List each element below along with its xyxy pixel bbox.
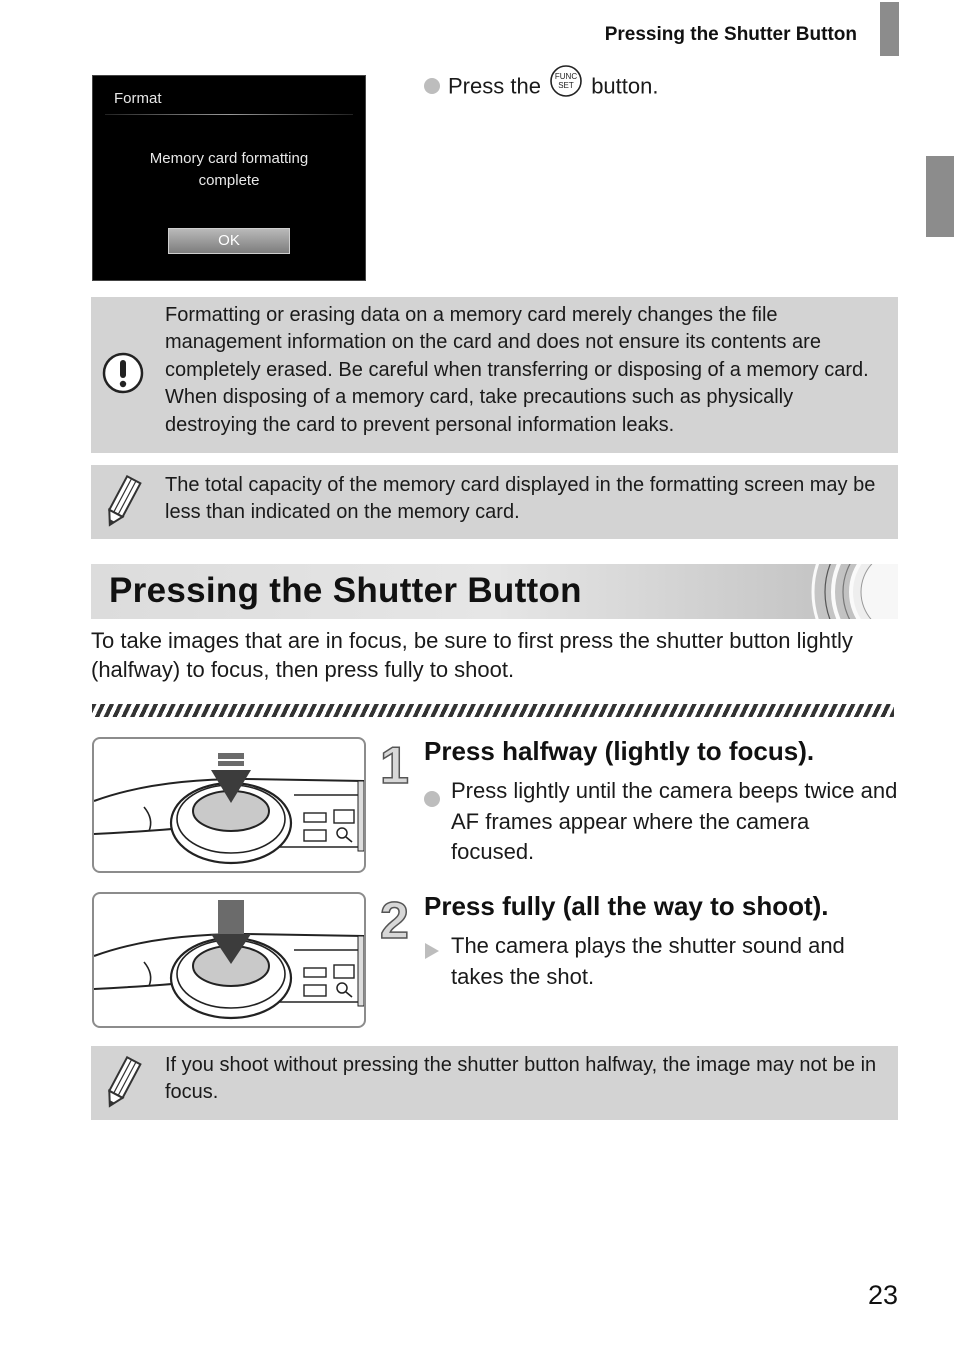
step-1-text: Press lightly until the camera beeps twice and AF frames appear where the camera focused. (451, 778, 898, 864)
header-tab (880, 2, 899, 56)
press-after: button. (591, 73, 659, 99)
shutter-fully-illustration (92, 892, 366, 1028)
section-intro: To take images that are in focus, be sure to first press the shutter button lightly (halfway) to focus, then press fully to shoot. (91, 628, 853, 682)
exclamation-icon (101, 351, 145, 403)
step-2-body (424, 931, 898, 992)
chapter-side-tab (926, 156, 954, 237)
shutter-halfway-illustration (92, 737, 366, 873)
lcd-message (93, 148, 365, 192)
pencil-icon (101, 1056, 143, 1120)
step-number-1: 1 (380, 737, 409, 795)
hatched-divider (92, 704, 894, 717)
memo-note-capacity (91, 465, 898, 539)
func-set-button-icon (549, 64, 583, 107)
caution-note (91, 297, 898, 453)
lcd-message-line2: complete (198, 172, 260, 189)
press-func-instruction (424, 66, 658, 109)
memo-note-focus (91, 1046, 898, 1120)
memo-capacity-text: The total capacity of the memory card displayed in the formatting screen may be less than indicated on the memory card. (165, 474, 876, 524)
lcd-message-line1: Memory card formatting (149, 150, 309, 167)
pencil-icon (101, 475, 143, 539)
memo-focus-text: If you shoot without pressing the shutter button halfway, the image may not be in focus. (165, 1054, 877, 1104)
step-number-2: 2 (380, 892, 409, 950)
bullet-circle-icon (424, 78, 440, 94)
running-header: Pressing the Shutter Button (604, 24, 857, 45)
step-1-body (424, 776, 898, 868)
step-2-text: The camera plays the shutter sound and takes the shot. (451, 933, 845, 989)
set-label: SET (558, 81, 574, 90)
func-label: FUNC (554, 72, 578, 81)
caution-text: Formatting or erasing data on a memory card merely changes the file management information on the card and does not ensure its contents are completely erased. Be careful when transferring or disposing of a memory card. When disposing of a memory card, take precautions such as physically destroying the card to prevent personal information leaks. (165, 304, 869, 436)
lcd-divider (105, 114, 353, 115)
page-number: 23 (867, 1280, 898, 1310)
press-before: Press the (448, 73, 541, 99)
format-complete-screen (92, 75, 366, 281)
section-title: Pressing the Shutter Button (109, 571, 582, 610)
step-1-title: Press halfway (lightly to focus). (424, 736, 815, 766)
step-2-title: Press fully (all the way to shoot). (424, 891, 829, 921)
result-arrow-icon (424, 938, 440, 969)
lcd-ok-button: OK (168, 228, 290, 254)
section-banner (91, 564, 898, 619)
bullet-circle-icon (424, 783, 440, 814)
banner-arcs-decoration (778, 564, 898, 619)
lcd-title: Format (114, 90, 162, 107)
